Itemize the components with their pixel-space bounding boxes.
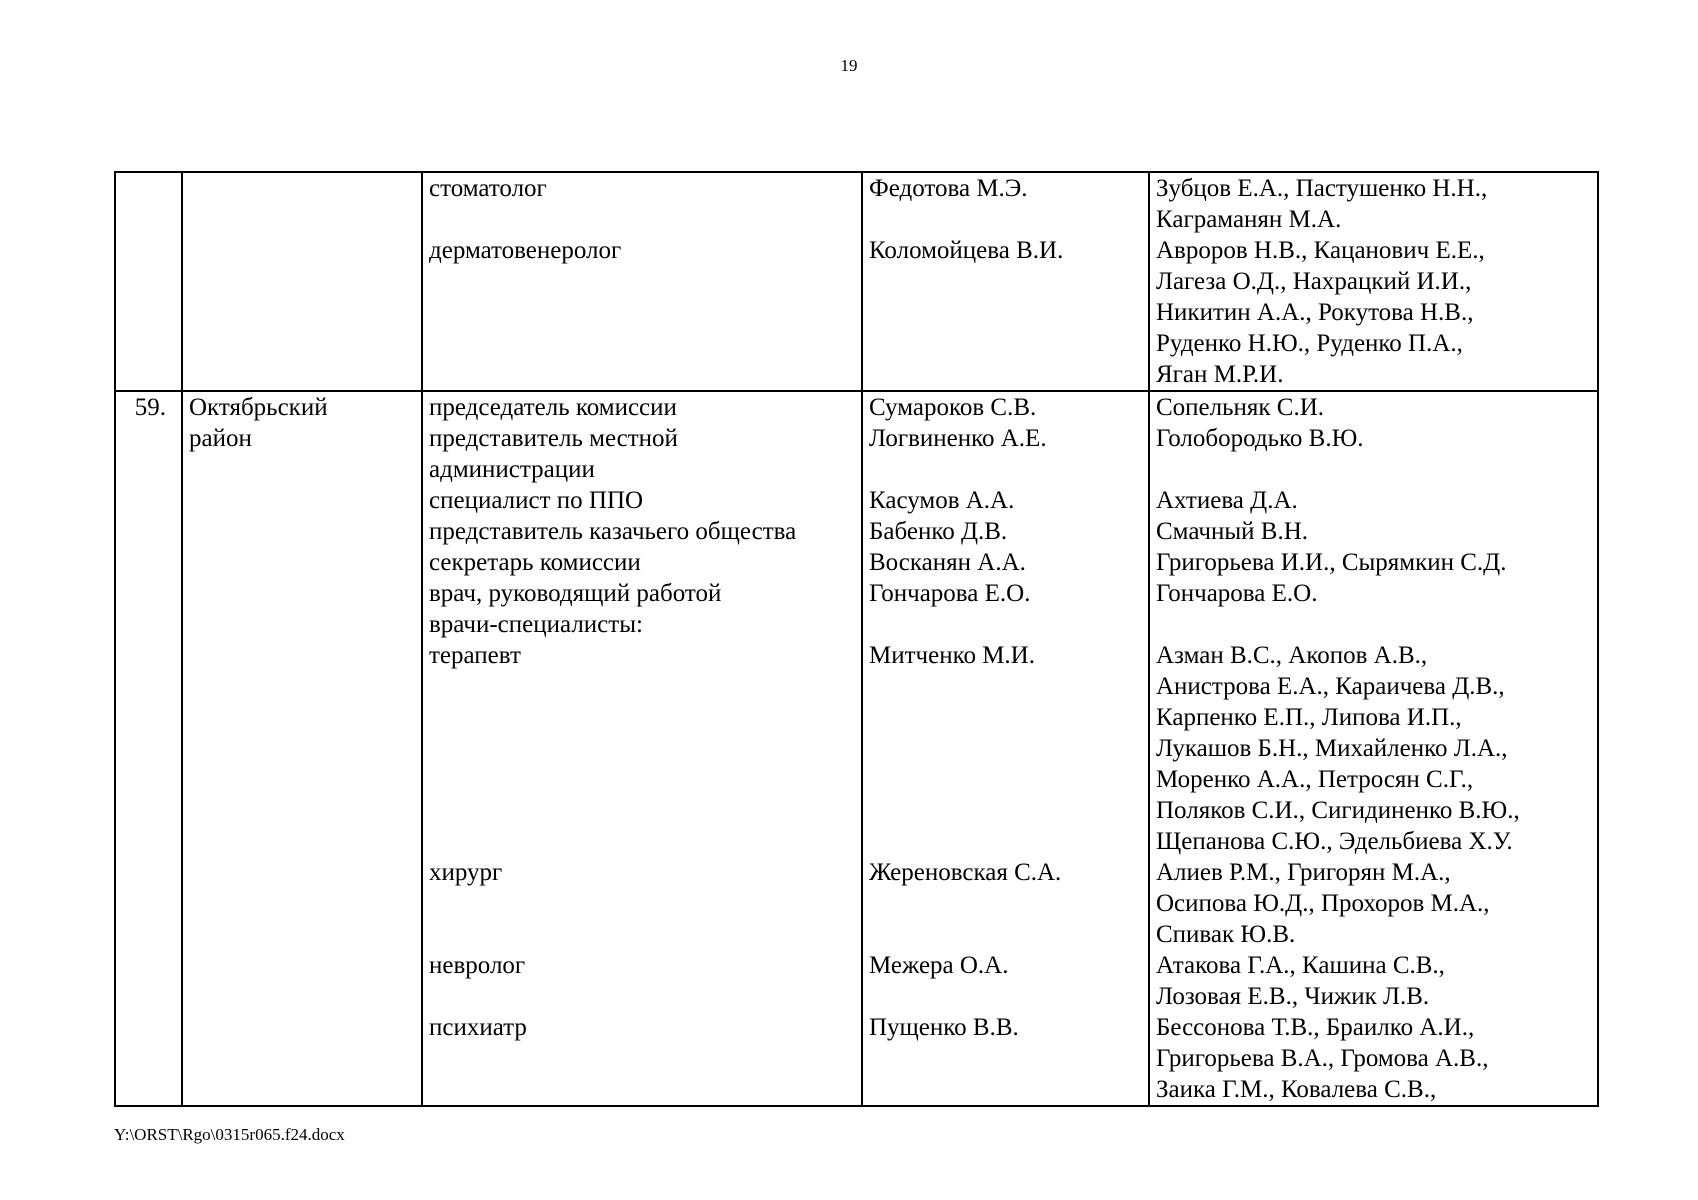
role-line: невролог	[429, 952, 526, 979]
role-line: дерматовенеролог	[429, 237, 622, 264]
role-line: стоматолог	[429, 175, 547, 202]
member-names-line: Лозовая Е.В., Чижик Л.В.	[1156, 983, 1430, 1010]
row-number-cell	[115, 172, 182, 391]
member-names-line: Григорьева И.И., Сырямкин С.Д.	[1156, 549, 1507, 576]
role-line: администрации	[429, 456, 595, 483]
row-number-cell	[115, 391, 182, 1106]
footer-file-path: Y:\ORST\Rgo\0315r065.f24.docx	[114, 1125, 345, 1144]
head-name-line: Федотова М.Э.	[869, 175, 1028, 202]
commission-table	[114, 171, 1599, 1107]
role-line	[429, 733, 855, 764]
role-line: терапевт	[429, 642, 521, 669]
member-names-line: Бессонова Т.В., Браилко А.И.,	[1156, 1014, 1475, 1041]
head-name-line	[869, 733, 1142, 764]
member-names-line: Руденко Н.Ю., Руденко П.А.,	[1156, 330, 1463, 357]
head-name-line	[869, 826, 1142, 857]
member-names-line: Лагеза О.Д., Нахрацкий И.И.,	[1156, 268, 1472, 295]
page-number: 19	[840, 56, 858, 75]
role-line: представитель местной	[429, 425, 678, 452]
role-line	[429, 795, 855, 826]
role-line	[429, 702, 855, 733]
district-cell	[182, 391, 422, 1106]
member-names-line: Ахтиева Д.А.	[1156, 487, 1298, 514]
member-names-line	[1156, 454, 1591, 485]
member-names-line: Яган М.Р.И.	[1156, 361, 1284, 388]
member-names-line: Атакова Г.А., Кашина С.В.,	[1156, 952, 1445, 979]
role-line	[429, 888, 855, 919]
role-line	[429, 826, 855, 857]
member-names-line: Зубцов Е.А., Пастушенко Н.Н.,	[1156, 175, 1488, 202]
roles-cell	[422, 391, 862, 1106]
heads-cell	[862, 391, 1149, 1106]
member-names-line: Моренко А.А., Петросян С.Г.,	[1156, 766, 1474, 793]
head-name-line: Коломойцева В.И.	[869, 237, 1064, 264]
head-name-line	[869, 454, 1142, 485]
member-names-line: Карпенко Е.П., Липова И.П.,	[1156, 704, 1462, 731]
head-name-line	[869, 204, 1142, 235]
role-line	[429, 671, 855, 702]
head-name-line: Касумов А.А.	[869, 487, 1015, 514]
head-name-line: Жереновская С.А.	[869, 859, 1062, 886]
member-names-line: Голобородько В.Ю.	[1156, 425, 1364, 452]
member-names-line: Лукашов Б.Н., Михайленко Л.А.,	[1156, 735, 1508, 762]
member-names-line: Спивак Ю.В.	[1156, 921, 1296, 948]
role-line: врачи-специалисты:	[429, 611, 643, 638]
head-name-line: Пущенко В.В.	[869, 1014, 1019, 1041]
head-name-line: Логвиненко А.Е.	[869, 425, 1047, 452]
head-name-line	[869, 888, 1142, 919]
member-names-line: Щепанова С.Ю., Эдельбиева Х.У.	[1156, 828, 1513, 855]
member-names-line: Осипова Ю.Д., Прохоров М.А.,	[1156, 890, 1490, 917]
role-line: председатель комиссии	[429, 394, 677, 421]
member-names-line	[1156, 609, 1591, 640]
role-line: специалист по ППО	[429, 487, 644, 514]
member-names-line: Заика Г.М., Ковалева С.В.,	[1156, 1076, 1437, 1103]
head-name-line: Бабенко Д.В.	[869, 518, 1008, 545]
member-names-line: Авроров Н.В., Кацанович Е.Е.,	[1156, 237, 1485, 264]
head-name-line: Гончарова Е.О.	[869, 580, 1031, 607]
district-line: район	[189, 425, 252, 452]
head-name-line	[869, 671, 1142, 702]
member-names-line: Анистрова Е.А., Караичева Д.В.,	[1156, 673, 1505, 700]
roles-cell	[422, 172, 862, 391]
role-line: врач, руководящий работой	[429, 580, 722, 607]
head-name-line: Восканян А.А.	[869, 549, 1026, 576]
head-name-line	[869, 981, 1142, 1012]
member-names-line: Поляков С.И., Сигидиненко В.Ю.,	[1156, 797, 1520, 824]
head-name-line	[869, 609, 1142, 640]
members-cell	[1149, 172, 1598, 391]
district-line: Октябрьский	[189, 394, 328, 421]
head-name-line: Митченко М.И.	[869, 642, 1035, 669]
role-line	[429, 204, 855, 235]
member-names-line: Никитин А.А., Рокутова Н.В.,	[1156, 299, 1474, 326]
heads-cell	[862, 172, 1149, 391]
row-number: 59.	[134, 394, 166, 421]
role-line: секретарь комиссии	[429, 549, 641, 576]
head-name-line	[869, 764, 1142, 795]
district-cell	[182, 172, 422, 391]
table-row	[115, 172, 1598, 391]
member-names-line: Алиев Р.М., Григорян М.А.,	[1156, 859, 1451, 886]
role-line	[429, 919, 855, 950]
head-name-line: Межера О.А.	[869, 952, 1009, 979]
role-line	[429, 981, 855, 1012]
member-names-line: Сопельняк С.И.	[1156, 394, 1325, 421]
head-name-line	[869, 702, 1142, 733]
member-names-line: Каграманян М.А.	[1156, 206, 1342, 233]
head-name-line: Сумароков С.В.	[869, 394, 1037, 421]
head-name-line	[869, 919, 1142, 950]
role-line: хирург	[429, 859, 503, 886]
table-row	[115, 391, 1598, 1106]
member-names-line: Азман В.С., Акопов А.В.,	[1156, 642, 1428, 669]
role-line: психиатр	[429, 1014, 527, 1041]
members-cell	[1149, 391, 1598, 1106]
role-line	[429, 764, 855, 795]
member-names-line: Григорьева В.А., Громова А.В.,	[1156, 1045, 1489, 1072]
member-names-line: Гончарова Е.О.	[1156, 580, 1318, 607]
head-name-line	[869, 795, 1142, 826]
role-line: представитель казачьего общества	[429, 518, 797, 545]
member-names-line: Смачный В.Н.	[1156, 518, 1309, 545]
